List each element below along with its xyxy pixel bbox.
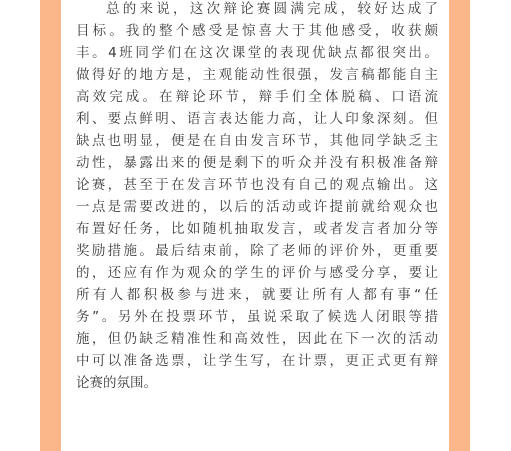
paragraph-line: 做得好的地方是，主观能动性很强，发言稿都能自主 bbox=[76, 67, 438, 83]
paragraph-line: 高效完成。在辩论环节，辩手们全体脱稿、口语流 bbox=[76, 89, 438, 105]
paragraph-line: 奖励措施。最后结束前，除了老师的评价外，更重要 bbox=[76, 243, 438, 259]
left-decorative-border bbox=[40, 0, 61, 451]
article-body bbox=[76, 0, 438, 394]
paragraph-line: 务”。另外在投票环节，虽说采取了候选人闭眼等措 bbox=[76, 309, 438, 325]
paragraph-line: 所有人都积极参与进来，就要让所有人都有事“任 bbox=[76, 287, 438, 303]
paragraph-line: 丰。4班同学们在这次课堂的表现优缺点都很突出。 bbox=[76, 45, 438, 61]
paragraph-line: 中可以准备选票，让学生写，在计票，更正式更有辩 bbox=[76, 353, 438, 369]
paragraph-line: 施，但仍缺乏精准性和高效性，因此在下一次的活动 bbox=[76, 331, 438, 347]
paragraph-line: 动性，暴露出来的便是剩下的听众并没有积极准备辩 bbox=[76, 155, 438, 171]
paragraph-line: 布置好任务，比如随机抽取发言，或者发言者加分等 bbox=[76, 221, 438, 237]
paragraph-line: 总的来说，这次辩论赛圆满完成，较好达成了 bbox=[106, 1, 438, 17]
paragraph-line: 利、要点鲜明、语言表达能力高，让人印象深刻。但 bbox=[76, 111, 438, 127]
paragraph-line: 缺点也明显，便是在自由发言环节，其他同学缺乏主 bbox=[76, 133, 438, 149]
right-decorative-border bbox=[449, 0, 470, 451]
paragraph-line: 一点是需要改进的，以后的活动或许提前就给观众也 bbox=[76, 199, 438, 215]
paragraph-line: 论赛，甚至于在发言环节也没有自己的观点输出。这 bbox=[76, 177, 438, 193]
paragraph-line-last: 论赛的氛围。 bbox=[76, 375, 157, 391]
paragraph-line: 目标。我的整个感受是惊喜大于其他感受，收获颇 bbox=[76, 23, 438, 39]
paragraph-line: 的，还应有作为观众的学生的评价与感受分享，要让 bbox=[76, 265, 438, 281]
